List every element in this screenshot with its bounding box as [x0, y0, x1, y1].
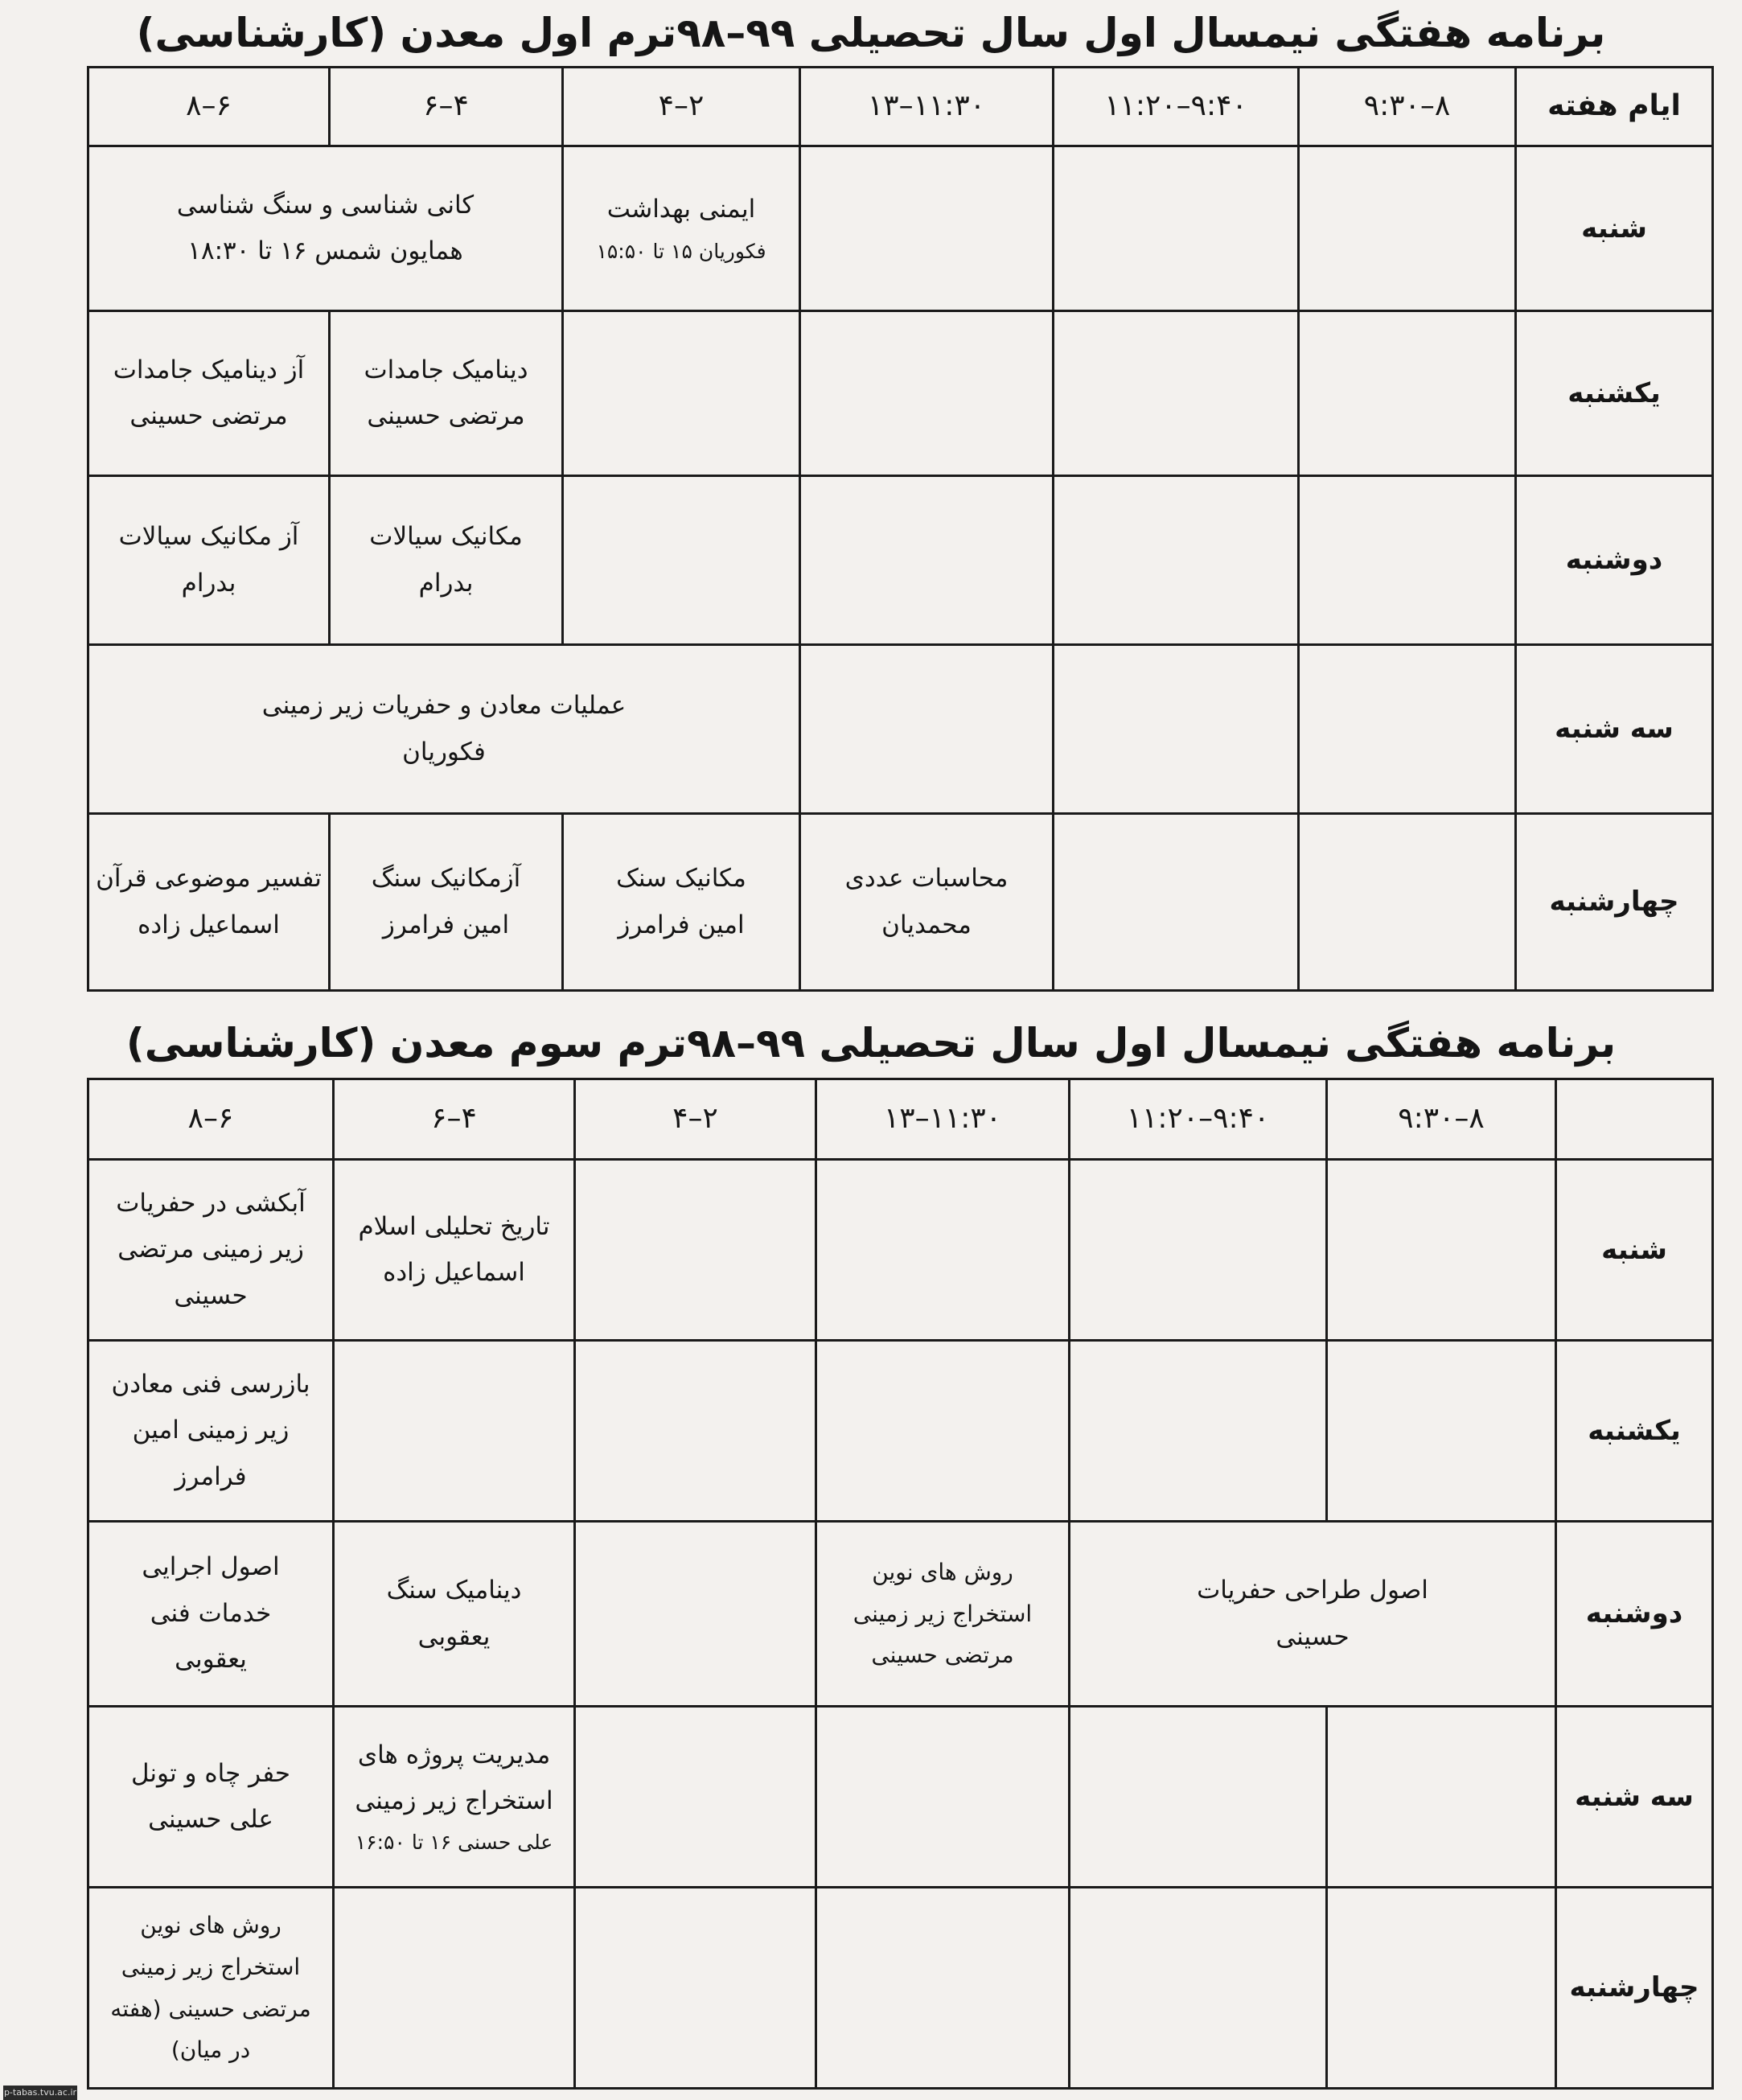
- empty-cell: [1070, 1707, 1327, 1888]
- course-cell: [88, 311, 330, 476]
- site-watermark: p-tabas.tvu.ac.ir: [3, 2086, 77, 2100]
- slot-header-8-930: ۸–۹:۳۰: [1299, 68, 1516, 146]
- empty-cell: [1299, 476, 1516, 645]
- table-row: [88, 1341, 1713, 1522]
- course-title: اصول طراحی حفریات: [1197, 1576, 1428, 1605]
- table-header-row: [88, 68, 1713, 146]
- course-instructor: فکوریان ۱۵ تا ۱۵:۵۰: [596, 239, 766, 263]
- course-title: آز دینامیک جامدات: [113, 355, 305, 384]
- course-cell: [88, 1341, 334, 1522]
- course-cell: [1070, 1522, 1556, 1707]
- day-label-wednesday: چهارشنبه: [1556, 1888, 1713, 2089]
- table-row: [88, 1522, 1713, 1707]
- empty-cell: [1299, 814, 1516, 991]
- empty-cell: [575, 1341, 816, 1522]
- empty-cell: [1299, 146, 1516, 311]
- table-row: [88, 814, 1713, 991]
- slot-header-1130-13: ۱۱:۳۰–۱۳: [800, 68, 1054, 146]
- course-title: تفسیر موضوعی قرآن: [96, 864, 322, 894]
- course-cell: [563, 146, 800, 311]
- table-row: [88, 311, 1713, 476]
- table-row: [88, 476, 1713, 645]
- empty-cell: [800, 146, 1054, 311]
- course-title: آبکشی در حفریات: [116, 1188, 306, 1218]
- course-cell: [88, 1888, 334, 2089]
- course-note: در میان): [171, 2036, 251, 2064]
- empty-cell: [1054, 476, 1299, 645]
- empty-cell: [575, 1522, 816, 1707]
- course-instructor: علی حسینی: [148, 1805, 273, 1834]
- course-instructor: همایون شمس ۱۶ تا ۱۸:۳۰: [187, 236, 463, 265]
- empty-cell: [1054, 146, 1299, 311]
- course-title: روش های نوین: [872, 1558, 1013, 1585]
- course-title: ایمنی بهداشت: [606, 195, 756, 224]
- course-title-cont: استخراج زیر زمینی: [121, 1953, 301, 1980]
- slot-header-2-4: ۲–۴: [563, 68, 800, 146]
- course-title-cont: استخراج زیر زمینی: [355, 1786, 553, 1815]
- course-instructor: بدرام: [418, 568, 474, 598]
- slot-header-6-8: ۶–۸: [88, 68, 330, 146]
- course-title: مکانیک سنک: [616, 864, 746, 894]
- day-label-saturday: شنبه: [1556, 1160, 1713, 1341]
- course-instructor: حسینی: [174, 1280, 248, 1310]
- empty-cell: [800, 645, 1054, 814]
- empty-cell: [1054, 311, 1299, 476]
- empty-cell: [334, 1888, 575, 2089]
- course-instructor: مرتضی حسینی: [871, 1642, 1014, 1669]
- course-cell: [800, 814, 1054, 991]
- table-row: [88, 645, 1713, 814]
- slot-header-8-930: ۸–۹:۳۰: [1327, 1079, 1556, 1160]
- course-cell: [334, 1707, 575, 1888]
- slot-header-4-6: ۴–۶: [334, 1079, 575, 1160]
- empty-cell: [1327, 1707, 1556, 1888]
- day-column-header: [1556, 1079, 1713, 1160]
- day-label-wednesday: چهارشنبه: [1516, 814, 1713, 991]
- empty-cell: [816, 1707, 1070, 1888]
- course-title-cont: زیر زمینی امین: [132, 1416, 290, 1445]
- table-row: [88, 1888, 1713, 2089]
- course-cell: [88, 146, 563, 311]
- empty-cell: [1327, 1160, 1556, 1341]
- course-instructor: یعقوبی: [175, 1645, 247, 1675]
- empty-cell: [800, 476, 1054, 645]
- course-instructor: محمدیان: [881, 910, 972, 939]
- course-title: دینامیک جامدات: [364, 355, 528, 384]
- table-row: [88, 146, 1713, 311]
- day-label-sunday: یکشنبه: [1516, 311, 1713, 476]
- course-instructor: حسینی: [1276, 1621, 1350, 1651]
- empty-cell: [1070, 1160, 1327, 1341]
- course-cell: [88, 645, 800, 814]
- course-cell: [88, 814, 330, 991]
- course-title: مکانیک سیالات: [369, 522, 523, 552]
- course-instructor: اسماعیل زاده: [383, 1258, 525, 1287]
- slot-header-4-6: ۴–۶: [330, 68, 563, 146]
- term3-title: برنامه هفتگی نیمسال اول سال تحصیلی ۹۹–۹۸ترم سوم معدن (کارشناسی): [125, 1020, 1617, 1066]
- empty-cell: [563, 311, 800, 476]
- empty-cell: [816, 1341, 1070, 1522]
- course-title: تاریخ تحلیلی اسلام: [358, 1211, 550, 1241]
- course-title: دینامیک سنگ: [386, 1576, 522, 1605]
- course-title: محاسبات عددی: [844, 864, 1009, 894]
- day-column-header: ایام هفته: [1516, 68, 1713, 146]
- course-title: حفر چاه و تونل: [130, 1758, 291, 1788]
- empty-cell: [1327, 1341, 1556, 1522]
- empty-cell: [1070, 1341, 1327, 1522]
- course-instructor: یعقوبی: [417, 1621, 491, 1651]
- course-cell: [88, 1160, 334, 1341]
- course-instructor: امین فرامرز: [618, 910, 745, 939]
- course-instructor: امین فرامرز: [382, 910, 510, 939]
- course-instructor: مرتضی حسینی (هفته: [110, 1995, 311, 2022]
- course-cell: [330, 476, 563, 645]
- table-row: [88, 1160, 1713, 1341]
- course-cell: [816, 1522, 1070, 1707]
- day-label-monday: دوشنبه: [1516, 476, 1713, 645]
- empty-cell: [1054, 814, 1299, 991]
- slot-header-940-1120: ۹:۴۰–۱۱:۲۰: [1070, 1079, 1327, 1160]
- course-title: آزمکانیک سنگ: [371, 864, 521, 894]
- course-title: آز مکانیک سیالات: [118, 522, 299, 552]
- course-title: بازرسی فنی معادن: [111, 1369, 310, 1399]
- course-instructor: فکوریان: [402, 737, 486, 766]
- course-cell: [88, 1707, 334, 1888]
- empty-cell: [563, 476, 800, 645]
- term1-schedule-table: [87, 66, 1714, 992]
- day-label-saturday: شنبه: [1516, 146, 1713, 311]
- course-cell: [334, 1160, 575, 1341]
- slot-header-1130-13: ۱۱:۳۰–۱۳: [816, 1079, 1070, 1160]
- course-cell: [330, 814, 563, 991]
- course-cell: [88, 1522, 334, 1707]
- empty-cell: [816, 1888, 1070, 2089]
- day-label-tuesday: سه شنبه: [1516, 645, 1713, 814]
- course-title: کانی شناسی و سنگ شناسی: [176, 190, 475, 220]
- course-title: مدیریت پروژه های: [357, 1740, 551, 1769]
- course-title: اصول اجرایی: [142, 1552, 280, 1582]
- table-header-row: [88, 1079, 1713, 1160]
- empty-cell: [1299, 645, 1516, 814]
- course-title-cont: زیر زمینی مرتضی: [117, 1235, 304, 1264]
- course-title: روش های نوین: [140, 1911, 281, 1938]
- empty-cell: [1070, 1888, 1327, 2089]
- course-instructor: فرامرز: [175, 1461, 247, 1491]
- empty-cell: [1299, 311, 1516, 476]
- course-cell: [330, 311, 563, 476]
- empty-cell: [816, 1160, 1070, 1341]
- course-instructor: اسماعیل زاده: [138, 910, 280, 939]
- empty-cell: [1054, 645, 1299, 814]
- course-cell: [88, 476, 330, 645]
- course-instructor: علی حسنی ۱۶ تا ۱۶:۵۰: [355, 1831, 553, 1855]
- slot-header-940-1120: ۹:۴۰–۱۱:۲۰: [1054, 68, 1299, 146]
- course-cell: [334, 1522, 575, 1707]
- slot-header-2-4: ۲–۴: [575, 1079, 816, 1160]
- empty-cell: [800, 311, 1054, 476]
- course-title-cont: خدمات فنی: [150, 1598, 272, 1628]
- day-label-tuesday: سه شنبه: [1556, 1707, 1713, 1888]
- slot-header-6-8: ۶–۸: [88, 1079, 334, 1160]
- term1-title: برنامه هفتگی نیمسال اول سال تحصیلی ۹۹–۹۸ترم اول معدن (کارشناسی): [136, 10, 1606, 56]
- term3-schedule-table: [87, 1078, 1714, 2090]
- empty-cell: [575, 1160, 816, 1341]
- day-label-sunday: یکشنبه: [1556, 1341, 1713, 1522]
- course-instructor: مرتضی حسینی: [367, 401, 525, 430]
- empty-cell: [334, 1341, 575, 1522]
- day-label-monday: دوشنبه: [1556, 1522, 1713, 1707]
- empty-cell: [575, 1888, 816, 2089]
- course-instructor: مرتضی حسینی: [129, 401, 288, 430]
- empty-cell: [575, 1707, 816, 1888]
- empty-cell: [1327, 1888, 1556, 2089]
- course-title-cont: استخراج زیر زمینی: [853, 1600, 1033, 1627]
- course-cell: [563, 814, 800, 991]
- table-row: [88, 1707, 1713, 1888]
- course-instructor: بدرام: [181, 568, 236, 598]
- course-title: عملیات معادن و حفریات زیر زمینی: [261, 691, 627, 721]
